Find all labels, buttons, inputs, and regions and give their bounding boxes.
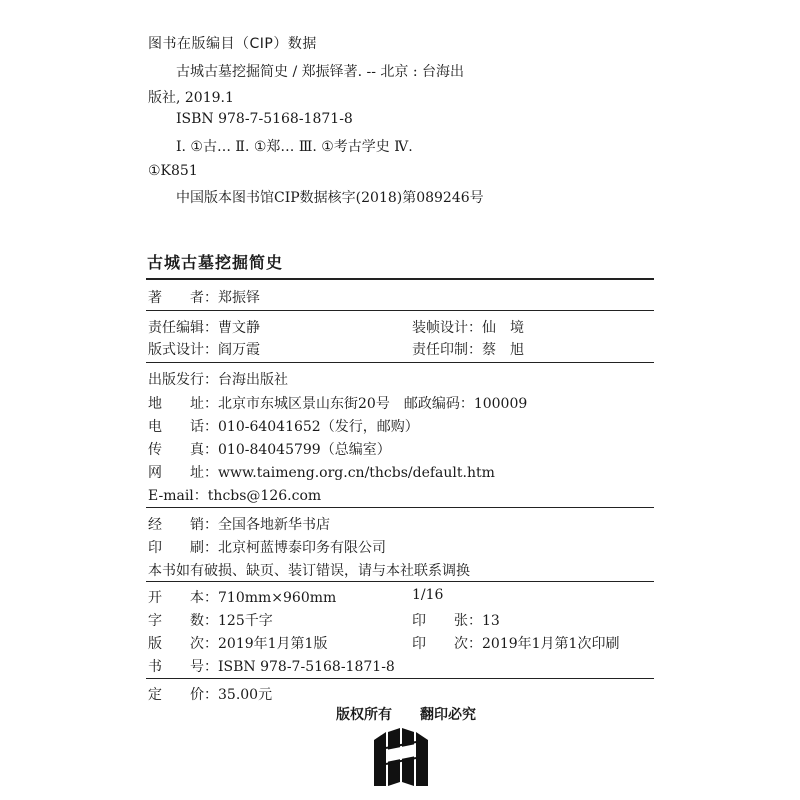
cip-line-1: 古城古墓挖掘简史 / 郑振铎著. -- 北京 : 台海出 [176, 64, 465, 80]
cip-verification: 中国版本图书馆CIP数据核字(2018)第089246号 [176, 190, 484, 206]
no-reproduction: 翻印必究 [420, 707, 476, 723]
book-number-row [148, 656, 395, 676]
rights-reserved: 版权所有 [336, 707, 392, 723]
publisher-row [148, 369, 288, 389]
print-supervisor-value: 蔡 旭 [482, 342, 524, 358]
cip-classification: Ⅰ. ①古… Ⅱ. ①郑… Ⅲ. ①考古学史 Ⅳ. [176, 139, 413, 155]
book-number-value: ISBN 978-7-5168-1871-8 [218, 659, 395, 675]
printer-row [148, 537, 386, 557]
layout-design-row [148, 339, 260, 359]
author-row [148, 287, 260, 307]
address-label: 地 址： [148, 396, 218, 412]
website-row [148, 462, 495, 482]
format-value: 710mm×960mm [218, 590, 337, 606]
cover-design-value: 仙 境 [482, 320, 524, 336]
cover-design-row [412, 317, 524, 337]
cip-heading: 图书在版编目（CIP）数据 [148, 36, 317, 52]
cover-design-label: 装帧设计： [412, 320, 482, 336]
defect-notice: 本书如有破损、缺页、装订错误，请与本社联系调换 [148, 563, 470, 579]
word-count-value: 125千字 [218, 613, 273, 629]
print-supervisor-row [412, 339, 524, 359]
word-count-label: 字 数： [148, 613, 218, 629]
website-label: 网 址： [148, 465, 218, 481]
print-supervisor-label: 责任印制： [412, 342, 482, 358]
phone-value: 010-64041652（发行，邮购） [218, 419, 419, 435]
publisher-label: 出版发行： [148, 372, 218, 388]
address-value: 北京市东城区景山东街20号 邮政编码：100009 [218, 396, 528, 412]
divider [146, 278, 654, 280]
book-number-label: 书 号： [148, 659, 218, 675]
divider [146, 310, 654, 311]
phone-label: 电 话： [148, 419, 218, 435]
publisher-logo-icon [372, 726, 430, 788]
sheets-value: 13 [482, 613, 500, 629]
book-title: 古城古墓挖掘简史 [147, 253, 284, 272]
format-row [148, 587, 336, 607]
editor-value: 曹文静 [218, 320, 260, 336]
address-row [148, 393, 527, 413]
layout-design-value: 阎万霞 [218, 342, 260, 358]
price-label: 定 价： [148, 687, 218, 703]
divider [146, 362, 654, 363]
layout-design-label: 版式设计： [148, 342, 218, 358]
seller-label: 经 销： [148, 517, 218, 533]
price-row [148, 684, 272, 704]
divider [146, 507, 654, 508]
publisher-value: 台海出版社 [218, 372, 288, 388]
seller-value: 全国各地新华书店 [218, 517, 330, 533]
impression-value: 2019年1月第1次印刷 [482, 636, 620, 652]
sheets-label: 印 张： [412, 613, 482, 629]
printer-value: 北京柯蓝博泰印务有限公司 [218, 540, 386, 556]
printer-label: 印 刷： [148, 540, 218, 556]
editor-row [148, 317, 260, 337]
impression-row [412, 633, 619, 653]
edition-value: 2019年1月第1版 [218, 636, 328, 652]
website-value[interactable]: www.taimeng.org.cn/thcbs/default.htm [218, 465, 495, 481]
format-label: 开 本： [148, 590, 218, 606]
phone-row [148, 416, 419, 436]
cip-clc: ①K851 [148, 163, 198, 179]
seller-row [148, 514, 330, 534]
fax-value: 010-84045799（总编室） [218, 442, 391, 458]
format-fraction: 1/16 [412, 587, 444, 603]
fax-label: 传 真： [148, 442, 218, 458]
impression-label: 印 次： [412, 636, 482, 652]
divider [146, 581, 654, 582]
email-row [148, 485, 321, 505]
edition-label: 版 次： [148, 636, 218, 652]
cip-isbn: ISBN 978-7-5168-1871-8 [176, 111, 353, 127]
editor-label: 责任编辑： [148, 320, 218, 336]
cip-line-2: 版社, 2019.1 [148, 90, 234, 106]
fax-row [148, 439, 391, 459]
word-count-row [148, 610, 273, 630]
price-value: 35.00元 [218, 687, 273, 703]
edition-row [148, 633, 327, 653]
author-value: 郑振铎 [218, 290, 260, 306]
email-value[interactable]: thcbs@126.com [207, 488, 322, 504]
email-label: E-mail： [148, 488, 208, 504]
divider [146, 678, 654, 679]
author-label: 著 者： [148, 290, 218, 306]
sheets-row [412, 610, 500, 630]
